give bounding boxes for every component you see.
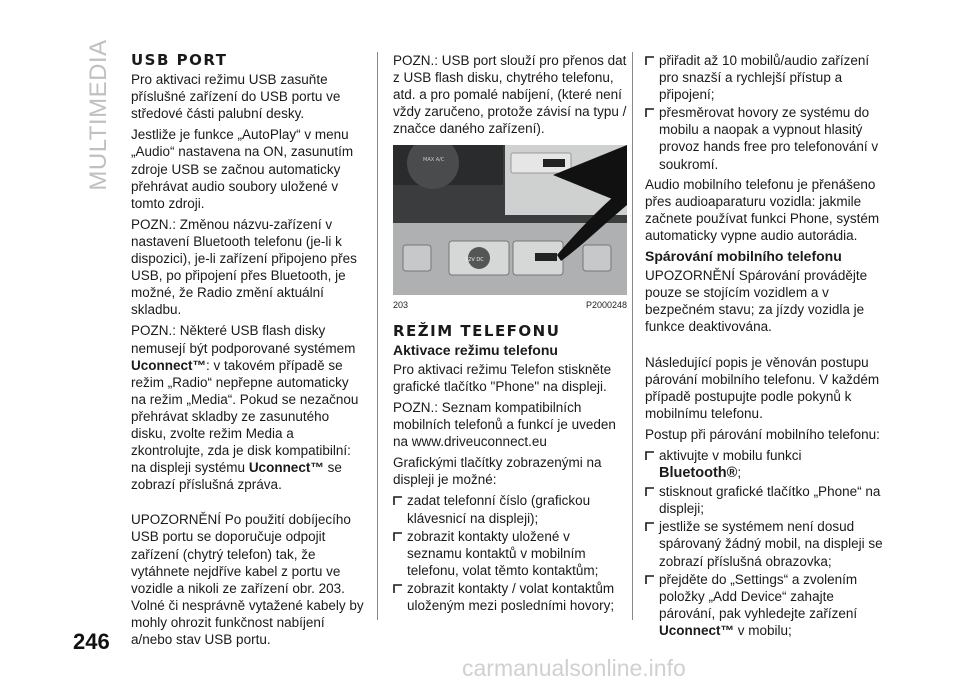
list-item: přiřadit až 10 mobilů/audio zařízení pro snazší a rychlejší přístup a připojení; [645,52,885,103]
list-item: zobrazit kontakty uložené v seznamu kontaktů v mobilním telefonu, volat těmto kontaktům; [393,528,627,579]
brand-bluetooth: Bluetooth® [659,465,738,482]
list-item: přesměrovat hovory ze systému do mobilu a naopak a vypnout hlasitý provoz hands free pro telefonování v soukromí. [645,104,885,172]
page-number: 246 [73,629,110,654]
side-section-label: MULTIMEDIA [85,39,112,191]
bullet-corner-icon [645,522,654,531]
figure-number: 203 [393,300,409,311]
list-item: zobrazit kontakty / volat kontaktům uloženým mezi posledními hovory; [393,580,627,614]
list-item: stisknout grafické tlačítko „Phone“ na displeji; [645,483,885,517]
figure-caption [393,297,627,314]
paragraph: Jestliže je funkce „AutoPlay“ v menu „Audio“ nastavena na ON, zasunutím zdroje USB se začnou automaticky přehrávat audio soubory uložené v tomto zdroji. [131,127,354,211]
bullet-corner-icon [645,56,654,65]
brand-uconnect: Uconnect™ [131,357,207,373]
brand-uconnect: Uconnect™ [659,622,735,638]
paragraph: POZN.: Změnou názvu-zařízení v nastavení Bluetooth telefonu (je-li k dispozici), je-li zařízení připojeno přes USB, po připojení přes Bluetooth, je možné, že Radio změní aktuální skladbu. [131,216,357,318]
svg-text:MAX A/C: MAX A/C [423,157,445,164]
figure-usb-port-photo [393,145,627,295]
section-heading-usb-port: USB PORT [131,51,228,69]
list-item: jestliže se systémem není dosud spárovaný žádný mobil, na displeji se zobrazí příslušná obrazovka; [645,518,885,569]
usb-port-illustration [393,145,627,295]
subheading-activation: Aktivace režimu telefonu [393,341,558,358]
column-divider-left [377,52,378,620]
warning-paragraph: UPOZORNĚNÍ Po použití dobíjecího USB portu se doporučuje odpojit zařízení (chytrý telefon) tak, že vytáhnete nejdříve kabel z portu ve vozidle a nikoli ze zařízení obr. 203. Volné či nesprávně vytažené kabely by mohly ohrozit funkčnost nabíjení a/nebo stav USB portu. [131,512,364,647]
list-item: přejděte do „Settings“ a zvolením položky „Add Device“ zahajte párování, pak vyhledejte zařízení Uconnect™ v mobilu; [645,571,885,639]
bullet-corner-icon [393,584,402,593]
bullet-corner-icon [645,451,654,460]
bullet-corner-icon [393,532,402,541]
paragraph: Následující popis je věnován postupu párování mobilního telefonu. V každém případě postupujte podle pokynů k mobilnímu telefonu. [645,354,880,421]
paragraph: POZN.: Seznam kompatibilních mobilních telefonů a funkcí je uveden na www.driveuconnect.eu [393,399,616,450]
paragraph: Pro aktivaci režimu USB zasuňte příslušné zařízení do USB portu ve středové části palubní desky. [131,72,341,122]
paragraph: Audio mobilního telefonu je přenášeno přes audioaparaturu vozidla: jakmile začnete používat funkci Phone, systém automaticky vypne audio autorádia. [645,176,880,243]
paragraph: POZN.: USB port slouží pro přenos dat z USB flash disku, chytrého telefonu, atd. a pro pomalé nabíjení, (které není vždy zaručeno, protože závisí na typu / značce daného zařízení). [393,53,627,137]
brand-uconnect: Uconnect™ [248,460,324,476]
bullet-corner-icon [645,108,654,117]
paragraph: POZN.: Některé USB flash disky nemusejí být podporované systémem Uconnect™: v takovém případě se režim „Radio“ nepřepne automaticky na režim „Media“. Pokud se nezačnou přehrávat skladby ze zasunutého disku, zvolte režim Media a zkontrolujte, zda je disk kompatibilní: na displeji systému Uconnect™ se zobrazí příslušná zpráva. [131,323,359,493]
bullet-corner-icon [645,575,654,584]
column-divider-right [632,52,633,620]
paragraph: Pro aktivaci režimu Telefon stiskněte grafické tlačítko "Phone" na displeji. [393,361,612,394]
subheading-pairing: Spárování mobilního telefonu [645,248,842,265]
bullet-corner-icon [393,496,402,505]
paragraph: Postup při párování mobilního telefonu: [645,426,880,442]
figure-code: P2000248 [585,300,627,311]
column-pairing [645,52,885,640]
svg-text:12V DC: 12V DC [465,257,484,264]
warning-paragraph: UPOZORNĚNÍ Spárování provádějte pouze se stojícím vozidlem a v bezpečném stavu; za jízdy vozidla je funkce deaktivována. [645,268,868,335]
section-heading-phone-mode: REŽIM TELEFONU [393,321,561,340]
list-item: aktivujte v mobilu funkci Bluetooth®; [645,447,885,482]
column-usb-port [131,52,365,652]
paragraph: Grafickými tlačítky zobrazenými na displeji je možné: [393,455,602,488]
bullet-corner-icon [645,487,654,496]
list-item: zadat telefonní číslo (grafickou klávesnicí na displeji); [393,492,627,526]
column-phone-mode [393,52,627,615]
footer-watermark: carmanualsonline.info [462,655,686,681]
